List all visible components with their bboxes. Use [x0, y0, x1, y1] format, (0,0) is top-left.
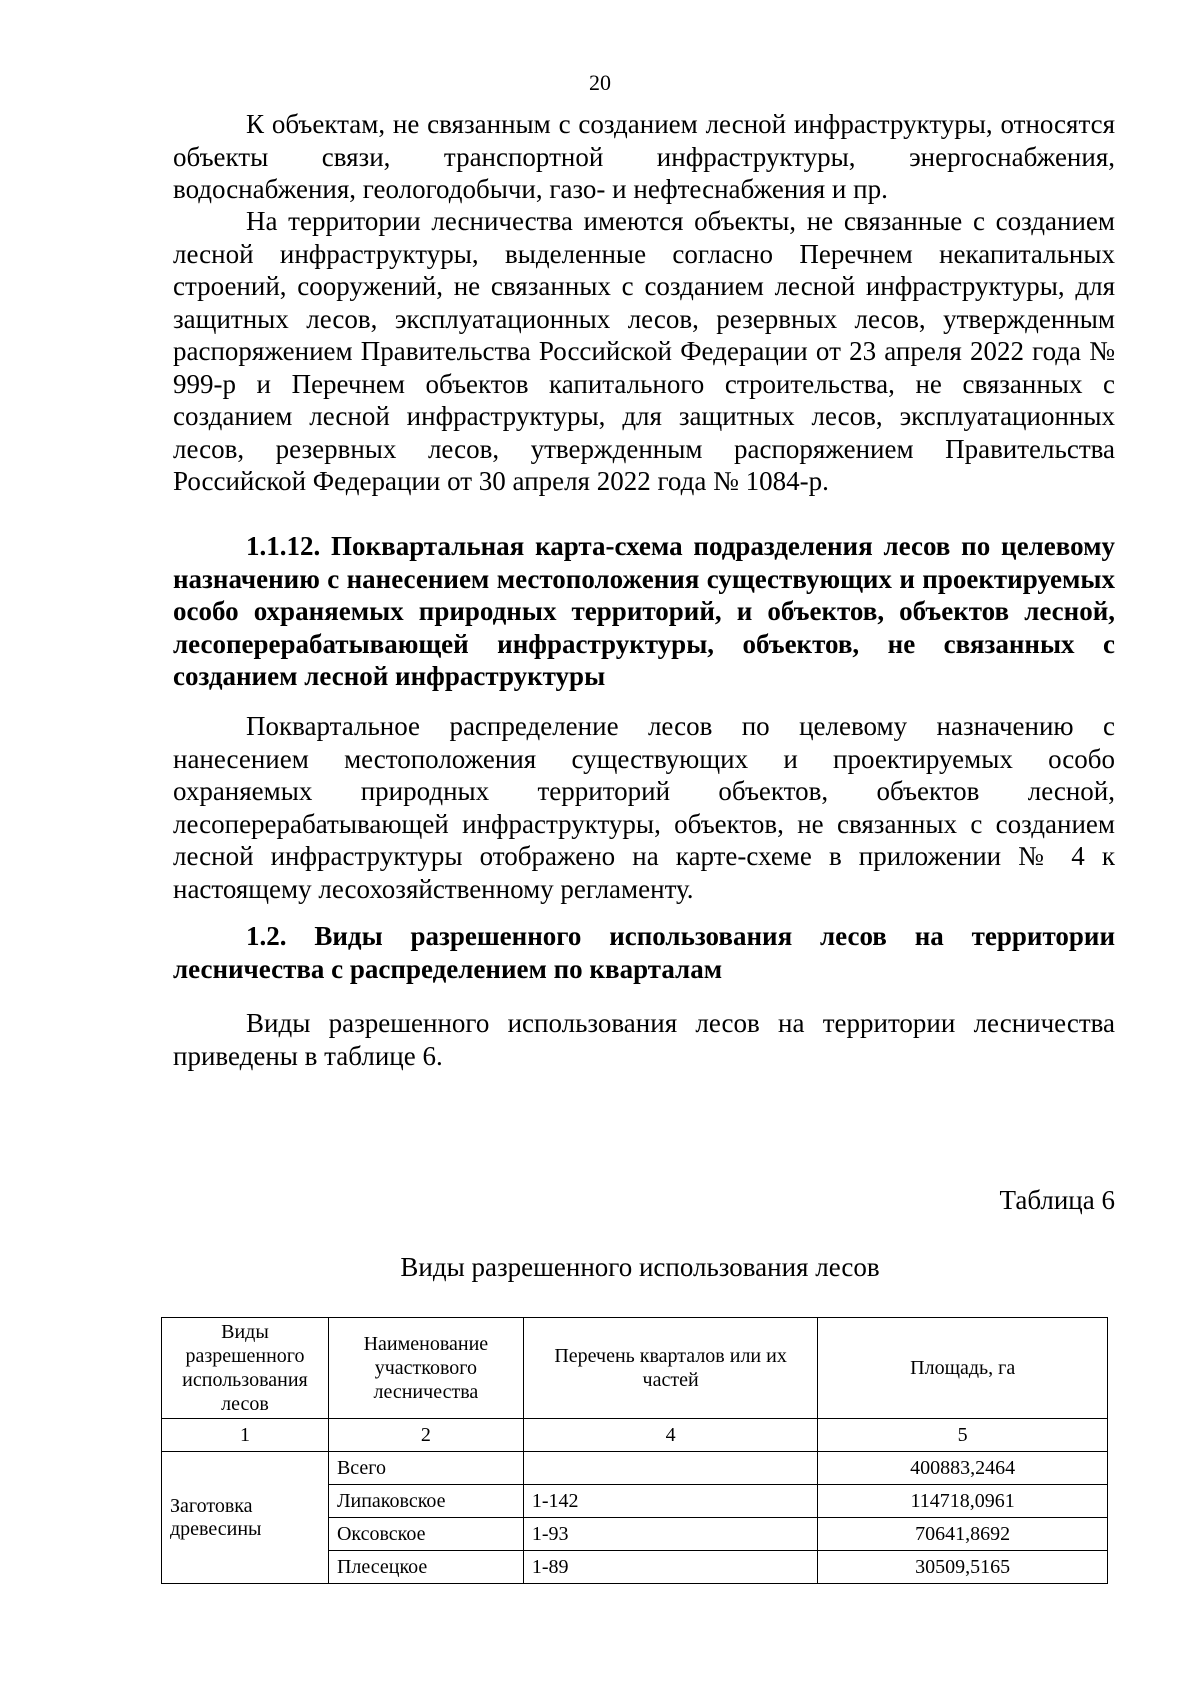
column-number: 5	[818, 1419, 1108, 1452]
quarters-cell	[523, 1452, 818, 1485]
forestry-name-cell: Всего	[328, 1452, 523, 1485]
section-heading-1-1-12: 1.1.12. Поквартальная карта-схема подразделения лесов по целевому назначению с нанесением местоположения существующих и проектируемых особо охраняемых природных территорий, и объектов, объектов лесной, лесоперерабатывающей инфраструктуры, объектов, не связанных с созданием лесной инфраструктуры	[173, 531, 1115, 691]
column-number: 2	[328, 1419, 523, 1452]
paragraph-quarter-distribution: Поквартальное распределение лесов по целевому назначению с нанесением местоположения существующих и проектируемых особо охраняемых природных территорий объектов, объектов лесной, лесоперерабатывающей инфраструктуры, объектов, не связанных с созданием лесной инфраструктуры отображено на карте-схеме в приложении № 4 к настоящему лесохозяйственному регламенту.	[173, 711, 1115, 904]
paragraph-non-forest-objects: К объектам, не связанным с созданием лесной инфраструктуры, относятся объекты связи, транспортной инфраструктуры, энергоснабжения, водоснабжения, геологодобычи, газо- и нефтеснабжения и пр.	[173, 109, 1115, 204]
table-number-row	[162, 1419, 1108, 1452]
section-heading-1-2: 1.2. Виды разрешенного использования лесов на территории лесничества с распределением по кварталам	[173, 921, 1115, 984]
table-header-cell: Наименование участкового лесничества	[328, 1318, 523, 1419]
table-header-cell: Виды разрешенного использования лесов	[162, 1318, 329, 1419]
quarters-cell: 1-142	[523, 1485, 818, 1518]
column-number: 1	[162, 1419, 329, 1452]
column-number: 4	[523, 1419, 818, 1452]
quarters-cell: 1-89	[523, 1551, 818, 1584]
page-number: 20	[589, 70, 611, 95]
area-cell: 70641,8692	[818, 1518, 1108, 1551]
area-cell: 30509,5165	[818, 1551, 1108, 1584]
table-title: Виды разрешенного использования лесов	[400, 1252, 880, 1282]
paragraph-objects-list: На территории лесничества имеются объекты, не связанные с созданием лесной инфраструктуры, выделенные согласно Перечнем некапитальных строений, сооружений, не связанных с созданием лесной инфраструктуры, для защитных лесов, эксплуатационных лесов, резервных лесов, утвержденным распоряжением Правительства Российской Федерации от 23 апреля 2022 года № 999-р и Перечнем объектов капитального строительства, не связанных с созданием лесной инфраструктуры, для защитных лесов, эксплуатационных лесов, резервных лесов, утвержденным распоряжением Правительства Российской Федерации от 30 апреля 2022 года № 1084-р.	[173, 206, 1115, 496]
forest-use-table	[161, 1317, 1108, 1584]
forestry-name-cell: Липаковское	[328, 1485, 523, 1518]
area-cell: 400883,2464	[818, 1452, 1108, 1485]
table-header-cell: Площадь, га	[818, 1318, 1108, 1419]
paragraph-table-reference: Виды разрешенного использования лесов на территории лесничества приведены в таблице 6.	[173, 1008, 1115, 1071]
table-header-row	[162, 1318, 1108, 1419]
use-type-cell: Заготовка древесины	[162, 1452, 329, 1584]
forestry-name-cell: Плесецкое	[328, 1551, 523, 1584]
table-label: Таблица 6	[999, 1185, 1115, 1215]
area-cell: 114718,0961	[818, 1485, 1108, 1518]
quarters-cell: 1-93	[523, 1518, 818, 1551]
table-header-cell: Перечень кварталов или их частей	[523, 1318, 818, 1419]
table-row	[162, 1452, 1108, 1485]
forestry-name-cell: Оксовское	[328, 1518, 523, 1551]
